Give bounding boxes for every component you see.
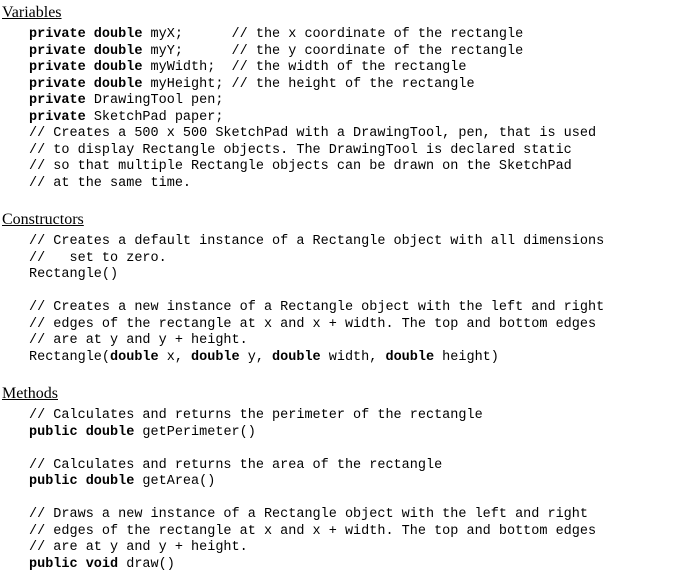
code-line [29, 284, 604, 301]
code-text: myY; // the y coordinate of the rectangle [142, 43, 524, 59]
code-line [29, 441, 596, 458]
code-text: // at the same time. [29, 175, 192, 191]
code-text: // are at y and y + height. [29, 540, 248, 555]
code-text: draw() [118, 556, 175, 572]
code-line [29, 350, 604, 367]
section-heading-methods: Methods [2, 385, 58, 402]
code-text: // Creates a default instance of a Rectangle object with all dimensions [29, 234, 605, 249]
code-text: // Creates a new instance of a Rectangle object with the left and right [29, 300, 605, 315]
code-block-constructors [29, 234, 604, 366]
section-heading-constructors: Constructors [2, 211, 84, 228]
code-line [29, 44, 596, 61]
code-text: width, [320, 349, 386, 365]
code-text: // edges of the rectangle at x and x + width. The top and bottom edges [29, 316, 597, 332]
code-keyword: public double [29, 424, 135, 440]
code-keyword: double [110, 349, 159, 365]
code-text: getArea() [134, 474, 216, 489]
code-keyword: public double [29, 474, 135, 489]
code-keyword: private double [29, 60, 143, 75]
code-keyword: double [272, 349, 321, 365]
code-block-methods [29, 408, 596, 573]
code-line [29, 524, 596, 541]
code-text: y, [239, 349, 273, 365]
code-line [29, 507, 596, 524]
code-block-variables [29, 27, 596, 192]
code-line [29, 491, 596, 508]
code-text: myWidth; // the width of the rectangle [142, 60, 467, 75]
code-line [29, 110, 596, 127]
code-text: getPerimeter() [134, 424, 256, 440]
code-keyword: private [29, 109, 86, 125]
code-line [29, 159, 596, 176]
code-text: // Creates a 500 x 500 SketchPad with a DrawingTool, pen, that is used [29, 126, 597, 141]
code-line [29, 458, 596, 475]
code-text: // Calculates and returns the perimeter of the rectangle [29, 408, 483, 423]
code-line [29, 251, 604, 268]
code-line [29, 317, 604, 334]
code-text: // so that multiple Rectangle objects can be drawn on the SketchPad [29, 159, 572, 174]
code-text: Rectangle() [29, 267, 119, 282]
code-text: Rectangle( [29, 349, 111, 365]
section-heading-variables: Variables [2, 4, 62, 21]
code-text: x, [158, 349, 192, 365]
code-text: // set to zero. [29, 250, 167, 266]
code-line [29, 557, 596, 574]
code-text: SketchPad paper; [85, 109, 224, 125]
code-line [29, 300, 604, 317]
code-keyword: double [191, 349, 240, 365]
code-line [29, 474, 596, 491]
code-text: // to display Rectangle objects. The DrawingTool is declared static [29, 142, 572, 158]
code-line [29, 77, 596, 94]
code-keyword: private double [29, 27, 143, 42]
code-text: // edges of the rectangle at x and x + width. The top and bottom edges [29, 523, 597, 539]
code-keyword: private [29, 93, 86, 108]
code-line [29, 143, 596, 160]
code-line [29, 234, 604, 251]
code-text: // are at y and y + height. [29, 333, 248, 348]
code-keyword: double [385, 349, 435, 365]
code-text: // Draws a new instance of a Rectangle object with the left and right [29, 507, 588, 522]
code-line [29, 176, 596, 193]
code-line [29, 126, 596, 143]
code-line [29, 60, 596, 77]
code-line [29, 425, 596, 442]
code-line [29, 93, 596, 110]
code-keyword: private double [29, 76, 143, 92]
code-text: myHeight; // the height of the rectangle [142, 76, 475, 92]
code-text: DrawingTool pen; [85, 93, 224, 108]
code-line [29, 267, 604, 284]
code-text: myX; // the x coordinate of the rectangle [142, 27, 524, 42]
code-line [29, 27, 596, 44]
code-line [29, 540, 596, 557]
code-keyword: public void [29, 556, 119, 572]
code-keyword: private double [29, 43, 143, 59]
code-text: height) [434, 349, 499, 365]
code-text: // Calculates and returns the area of the rectangle [29, 457, 443, 473]
code-line [29, 333, 604, 350]
code-line [29, 408, 596, 425]
